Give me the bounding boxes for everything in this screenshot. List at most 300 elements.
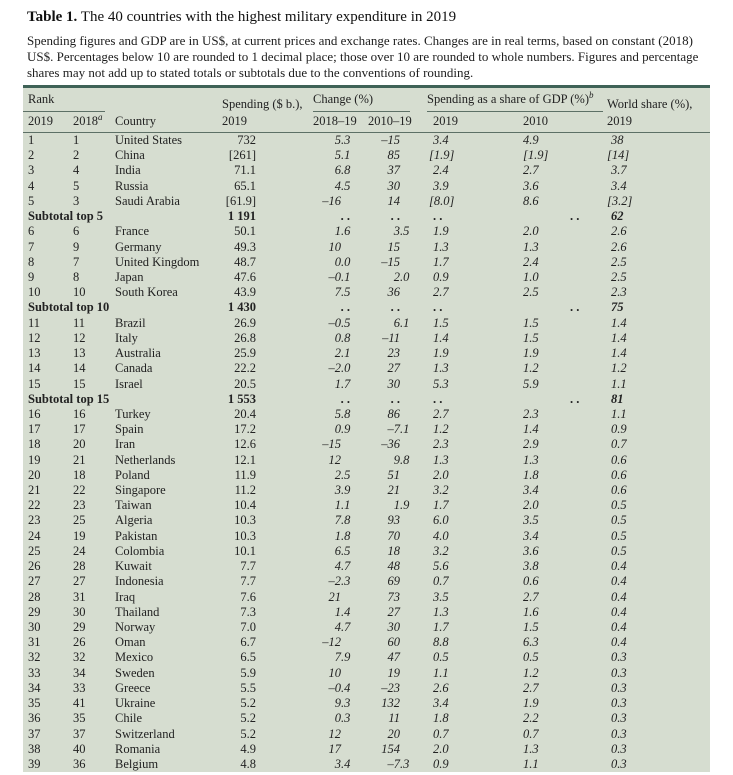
cell-rank-2018: 12 bbox=[73, 330, 86, 345]
cell-world-share: [3.2] bbox=[607, 193, 633, 208]
cell-rank-2019: 36 bbox=[28, 711, 41, 726]
cell-spending: 7.3 bbox=[240, 604, 256, 619]
cell-country: Poland bbox=[115, 467, 150, 482]
cell-rank-2018: 36 bbox=[73, 756, 86, 771]
cell-rank-2018: 17 bbox=[73, 422, 86, 437]
cell-change-2010-19: 47 bbox=[387, 650, 400, 665]
cell-spending: 4.9 bbox=[240, 741, 256, 756]
cell-spending: 65.1 bbox=[234, 178, 256, 193]
cell-change-2018-19: 4 .7 bbox=[334, 559, 351, 574]
cell-gdp-share-2010: 3.4 bbox=[523, 483, 539, 498]
subtotal-world-share: 81 bbox=[611, 391, 624, 406]
cell-change-2018-19: 2 .1 bbox=[334, 346, 351, 361]
cell-change-2010-19: –15 bbox=[381, 254, 400, 269]
cell-change-2010-19: 30 bbox=[387, 376, 400, 391]
cell-change-2018-19: 7 .9 bbox=[334, 650, 351, 665]
cell-rank-2018: 41 bbox=[73, 696, 86, 711]
table-row bbox=[23, 727, 710, 742]
cell-gdp-share-2019: 0.7 bbox=[433, 726, 449, 741]
cell-country: Belgium bbox=[115, 756, 159, 771]
cell-gdp-share-2010: 5.9 bbox=[523, 376, 539, 391]
cell-spending: 48.7 bbox=[234, 254, 256, 269]
cell-spending: 7.7 bbox=[240, 559, 256, 574]
no-data-dots: . . bbox=[390, 391, 400, 406]
cell-country: Sweden bbox=[115, 665, 155, 680]
no-data-dots: . . bbox=[340, 209, 350, 224]
cell-rank-2018: 8 bbox=[73, 269, 80, 284]
cell-change-2018-19: 0 .9 bbox=[334, 422, 351, 437]
cell-spending: 22.2 bbox=[234, 361, 256, 376]
cell-spending: 12.6 bbox=[234, 437, 256, 452]
cell-world-share: 2.6 bbox=[611, 239, 627, 254]
cell-change-2010-19: 132 bbox=[381, 696, 400, 711]
cell-change-2018-19: 0 .8 bbox=[334, 330, 351, 345]
cell-change-2010-19: –15 bbox=[381, 133, 400, 147]
cell-rank-2018: 16 bbox=[73, 406, 86, 421]
cell-world-share: 0.3 bbox=[611, 741, 627, 756]
table-row bbox=[23, 148, 710, 163]
cell-world-share: 0.3 bbox=[611, 696, 627, 711]
cell-gdp-share-2019: 8.8 bbox=[433, 635, 449, 650]
cell-spending: 7.6 bbox=[240, 589, 256, 604]
cell-rank-2019: 9 bbox=[28, 269, 35, 284]
cell-country: Romania bbox=[115, 741, 161, 756]
cell-rank-2018: 7 bbox=[73, 254, 80, 269]
cell-change-2010-19: 60 bbox=[387, 635, 400, 650]
cell-change-2010-19: 27 bbox=[387, 361, 400, 376]
header-spending-line1: Spending ($ b.), bbox=[222, 97, 303, 111]
cell-country: Indonesia bbox=[115, 574, 164, 589]
cell-rank-2019: 6 bbox=[28, 224, 35, 239]
cell-rank-2019: 22 bbox=[28, 498, 41, 513]
cell-rank-2018: 1 bbox=[73, 133, 80, 147]
cell-spending: 11.2 bbox=[234, 483, 256, 498]
cell-world-share: 0.3 bbox=[611, 650, 627, 665]
cell-spending: 10.4 bbox=[234, 498, 256, 513]
cell-rank-2018: 13 bbox=[73, 346, 86, 361]
cell-gdp-share-2010: 2.3 bbox=[523, 406, 539, 421]
no-data-dots: . . bbox=[340, 391, 350, 406]
cell-gdp-share-2010: 3.6 bbox=[523, 178, 539, 193]
cell-gdp-share-2019: 0.9 bbox=[433, 269, 449, 284]
cell-rank-2019: 32 bbox=[28, 650, 41, 665]
cell-spending: 50.1 bbox=[234, 224, 256, 239]
cell-change-2018-19: 3 .4 bbox=[334, 756, 351, 771]
cell-country: Algeria bbox=[115, 513, 153, 528]
cell-change-2018-19: 1 .6 bbox=[334, 224, 351, 239]
cell-world-share: 0.6 bbox=[611, 483, 627, 498]
cell-change-2010-19: –23 bbox=[381, 680, 400, 695]
cell-country: Spain bbox=[115, 422, 144, 437]
cell-gdp-share-2019: 3.9 bbox=[433, 178, 449, 193]
table-row bbox=[23, 483, 710, 498]
cell-gdp-share-2019: 1.9 bbox=[433, 346, 449, 361]
cell-change-2018-19: 5 .1 bbox=[334, 148, 351, 163]
cell-world-share: 0.4 bbox=[611, 559, 627, 574]
cell-change-2010-19: –11 bbox=[382, 330, 400, 345]
cell-rank-2019: 21 bbox=[28, 483, 41, 498]
cell-rank-2019: 34 bbox=[28, 680, 41, 695]
cell-gdp-share-2019: 5.3 bbox=[433, 376, 449, 391]
table-row bbox=[23, 650, 710, 665]
table-row bbox=[23, 331, 710, 346]
header-gdp-2019: 2019 bbox=[433, 114, 458, 128]
cell-gdp-share-2019: 1.2 bbox=[433, 422, 449, 437]
cell-change-2018-19: 7 .8 bbox=[334, 513, 351, 528]
cell-spending: 5.5 bbox=[240, 680, 256, 695]
cell-rank-2018: 14 bbox=[73, 361, 86, 376]
cell-rank-2018: 6 bbox=[73, 224, 80, 239]
cell-world-share: [14] bbox=[607, 148, 630, 163]
cell-rank-2018: 11 bbox=[73, 315, 86, 330]
cell-gdp-share-2019: 2.6 bbox=[433, 680, 449, 695]
cell-world-share: 2.6 bbox=[611, 224, 627, 239]
cell-change-2018-19: 6 .8 bbox=[334, 163, 351, 178]
cell-country: Australia bbox=[115, 346, 161, 361]
cell-change-2018-19: –2 .0 bbox=[328, 361, 351, 376]
cell-world-share: 0.4 bbox=[611, 589, 627, 604]
cell-spending: 6.5 bbox=[240, 650, 256, 665]
table-row bbox=[23, 590, 710, 605]
cell-gdp-share-2019: 2.0 bbox=[433, 467, 449, 482]
cell-rank-2018: 19 bbox=[73, 528, 86, 543]
cell-change-2010-19: –7 .1 bbox=[387, 422, 410, 437]
footnote-b-marker: b bbox=[589, 89, 594, 100]
cell-country: Chile bbox=[115, 711, 143, 726]
cell-spending: 26.8 bbox=[234, 330, 256, 345]
cell-gdp-share-2019: 1.3 bbox=[433, 604, 449, 619]
cell-change-2010-19: 27 bbox=[387, 604, 400, 619]
cell-change-2018-19: 12 bbox=[328, 452, 341, 467]
cell-gdp-share-2010: 1.3 bbox=[523, 452, 539, 467]
cell-change-2010-19: 48 bbox=[387, 559, 400, 574]
cell-change-2018-19: –0 .4 bbox=[328, 680, 351, 695]
table-row bbox=[23, 635, 710, 650]
cell-gdp-share-2010: 1.6 bbox=[523, 604, 539, 619]
cell-gdp-share-2010: 2.0 bbox=[523, 224, 539, 239]
cell-country: Brazil bbox=[115, 315, 146, 330]
cell-gdp-share-2019: 1.7 bbox=[433, 254, 449, 269]
cell-gdp-share-2019: 1.3 bbox=[433, 361, 449, 376]
cell-rank-2018: 18 bbox=[73, 467, 86, 482]
table-row bbox=[23, 498, 710, 513]
cell-rank-2019: 8 bbox=[28, 254, 35, 269]
cell-rank-2018: 34 bbox=[73, 665, 86, 680]
cell-country: Iraq bbox=[115, 589, 136, 604]
cell-gdp-share-2019: 2.7 bbox=[433, 406, 449, 421]
subtotal-spending: 1 553 bbox=[227, 391, 256, 406]
table-row bbox=[23, 544, 710, 559]
cell-country: Thailand bbox=[115, 604, 160, 619]
cell-change-2010-19: 2 .0 bbox=[393, 269, 410, 284]
table-row bbox=[23, 270, 710, 285]
cell-rank-2019: 38 bbox=[28, 741, 41, 756]
no-data-dots: . . bbox=[433, 300, 443, 315]
cell-rank-2019: 29 bbox=[28, 604, 41, 619]
cell-spending: 7.0 bbox=[240, 620, 256, 634]
cell-rank-2018: 10 bbox=[73, 285, 86, 300]
cell-gdp-share-2019: 0.9 bbox=[433, 756, 449, 771]
subtotal-spending: 1 191 bbox=[227, 209, 256, 224]
cell-change-2018-19: 0 .3 bbox=[334, 711, 351, 726]
cell-rank-2019: 4 bbox=[28, 178, 35, 193]
no-data-dots: . . bbox=[390, 300, 400, 315]
cell-gdp-share-2010: 2.9 bbox=[523, 437, 539, 452]
cell-change-2018-19: 12 bbox=[328, 726, 341, 741]
cell-rank-2019: 23 bbox=[28, 513, 41, 528]
table-title-text: The 40 countries with the highest military expenditure in 2019 bbox=[80, 9, 457, 25]
cell-world-share: 1.4 bbox=[611, 315, 627, 330]
cell-gdp-share-2019: 1.4 bbox=[433, 330, 449, 345]
cell-change-2010-19: 9 .8 bbox=[393, 452, 410, 467]
cell-spending: 5.2 bbox=[240, 696, 256, 711]
cell-spending: 71.1 bbox=[234, 163, 256, 178]
cell-gdp-share-2019: 1.3 bbox=[433, 239, 449, 254]
cell-change-2010-19: 93 bbox=[387, 513, 400, 528]
cell-spending: 11.9 bbox=[234, 467, 256, 482]
table-row bbox=[23, 468, 710, 483]
header-rank-2018: 2018$^a$ bbox=[73, 111, 103, 128]
cell-country: Iran bbox=[115, 437, 136, 452]
no-data-dots: . . bbox=[570, 391, 580, 406]
header-gdp-group: Spending as a share of GDP (%)$^b$ bbox=[427, 89, 594, 106]
cell-gdp-share-2010: 0.7 bbox=[523, 726, 539, 741]
subtotal-spending: 1 430 bbox=[227, 300, 256, 315]
cell-change-2018-19: –0 .1 bbox=[328, 269, 351, 284]
cell-rank-2019: 3 bbox=[28, 163, 35, 178]
cell-change-2010-19: 11 bbox=[388, 711, 400, 726]
header-change-2018-19: 2018–19 bbox=[313, 114, 357, 128]
cell-gdp-share-2019: 1.1 bbox=[433, 665, 449, 680]
cell-change-2018-19: –2 .3 bbox=[328, 574, 351, 589]
subtotal-world-share: 62 bbox=[611, 209, 624, 224]
cell-country: Israel bbox=[115, 376, 143, 391]
table-row bbox=[23, 285, 710, 300]
cell-spending: 10.3 bbox=[234, 513, 256, 528]
table-title-label: Table 1. bbox=[27, 9, 78, 25]
cell-rank-2019: 25 bbox=[28, 543, 41, 558]
cell-gdp-share-2010: 8.6 bbox=[523, 193, 539, 208]
cell-gdp-share-2010: 0.5 bbox=[523, 650, 539, 665]
cell-world-share: 38 bbox=[611, 133, 624, 147]
table-row bbox=[23, 529, 710, 544]
no-data-dots: . . bbox=[433, 391, 443, 406]
cell-country: Canada bbox=[115, 361, 153, 376]
cell-country: United States bbox=[115, 133, 183, 147]
cell-gdp-share-2019: 4.0 bbox=[433, 528, 449, 543]
cell-change-2010-19: 73 bbox=[387, 589, 400, 604]
cell-spending: 5.9 bbox=[240, 665, 256, 680]
table-title bbox=[27, 9, 456, 26]
table-row bbox=[23, 696, 710, 711]
cell-rank-2018: 28 bbox=[73, 559, 86, 574]
table-row bbox=[23, 757, 710, 772]
cell-change-2010-19: –7 .3 bbox=[387, 756, 410, 771]
table-notes: Spending figures and GDP are in US$, at current prices and exchange rates. Changes are in real terms, based on constant (2018) US$. Percentages below 10 are rounded to 1 decimal place; those over 10 are rounded to whole numbers. Figures and percentage shares may not add up to stated totals or subtotals due to the conventions of rounding. bbox=[27, 33, 699, 80]
cell-gdp-share-2010: 2.0 bbox=[523, 498, 539, 513]
no-data-dots: . . bbox=[570, 300, 580, 315]
cell-spending: 17.2 bbox=[234, 422, 256, 437]
cell-rank-2019: 14 bbox=[28, 361, 41, 376]
table-body bbox=[23, 133, 710, 772]
table-row bbox=[23, 255, 710, 270]
cell-rank-2019: 10 bbox=[28, 285, 41, 300]
cell-country: Mexico bbox=[115, 650, 154, 665]
cell-gdp-share-2019: 1.7 bbox=[433, 620, 449, 634]
header-change-2010-19: 2010–19 bbox=[368, 114, 412, 128]
no-data-dots: . . bbox=[340, 300, 350, 315]
cell-change-2018-19: 6 .5 bbox=[334, 543, 351, 558]
cell-world-share: 0.4 bbox=[611, 574, 627, 589]
rank-group-underline bbox=[23, 111, 105, 112]
cell-change-2018-19: 4 .5 bbox=[334, 178, 351, 193]
cell-change-2010-19: 36 bbox=[387, 285, 400, 300]
cell-world-share: 2.5 bbox=[611, 269, 627, 284]
cell-gdp-share-2010: 1.2 bbox=[523, 361, 539, 376]
cell-gdp-share-2010: 2.7 bbox=[523, 163, 539, 178]
cell-change-2010-19: 86 bbox=[387, 406, 400, 421]
cell-gdp-share-2010: 1.1 bbox=[523, 756, 539, 771]
cell-gdp-share-2010: 0.6 bbox=[523, 574, 539, 589]
cell-rank-2019: 5 bbox=[28, 193, 35, 208]
cell-spending: 49.3 bbox=[234, 239, 256, 254]
cell-rank-2018: 33 bbox=[73, 680, 86, 695]
cell-change-2018-19: 5 .8 bbox=[334, 406, 351, 421]
cell-world-share: 0.3 bbox=[611, 756, 627, 771]
cell-rank-2019: 15 bbox=[28, 376, 41, 391]
cell-change-2018-19: 0 .0 bbox=[334, 254, 351, 269]
cell-country: Pakistan bbox=[115, 528, 158, 543]
header-gdp-2010: 2010 bbox=[523, 114, 548, 128]
cell-rank-2019: 11 bbox=[28, 315, 41, 330]
table-row bbox=[23, 346, 710, 361]
cell-rank-2019: 28 bbox=[28, 589, 41, 604]
cell-rank-2019: 35 bbox=[28, 696, 41, 711]
cell-world-share: 0.5 bbox=[611, 498, 627, 513]
cell-change-2018-19: 1 .1 bbox=[334, 498, 351, 513]
cell-change-2010-19: 20 bbox=[387, 726, 400, 741]
cell-change-2010-19: 51 bbox=[387, 467, 400, 482]
cell-change-2018-19: –15 bbox=[322, 437, 341, 452]
cell-change-2010-19: 18 bbox=[387, 543, 400, 558]
cell-world-share: 0.6 bbox=[611, 467, 627, 482]
table-row bbox=[23, 361, 710, 376]
table-row bbox=[23, 513, 710, 528]
cell-gdp-share-2019: 1.5 bbox=[433, 315, 449, 330]
cell-change-2010-19: 70 bbox=[387, 528, 400, 543]
cell-spending: 47.6 bbox=[234, 269, 256, 284]
cell-spending: 5.2 bbox=[240, 711, 256, 726]
table-row bbox=[23, 179, 710, 194]
subtotal-row bbox=[23, 392, 710, 407]
cell-gdp-share-2010: 3.6 bbox=[523, 543, 539, 558]
cell-gdp-share-2019: 1.3 bbox=[433, 452, 449, 467]
cell-world-share: 0.4 bbox=[611, 620, 627, 634]
cell-rank-2018: 27 bbox=[73, 574, 86, 589]
cell-gdp-share-2010: 2.2 bbox=[523, 711, 539, 726]
cell-change-2018-19: 1 .7 bbox=[334, 376, 351, 391]
cell-country: Oman bbox=[115, 635, 146, 650]
cell-rank-2018: 40 bbox=[73, 741, 86, 756]
cell-change-2018-19: 2 .5 bbox=[334, 467, 351, 482]
cell-rank-2018: 15 bbox=[73, 376, 86, 391]
cell-change-2018-19: 10 bbox=[328, 665, 341, 680]
cell-spending: 12.1 bbox=[234, 452, 256, 467]
military-expenditure-table bbox=[23, 85, 710, 772]
cell-change-2018-19: –12 bbox=[322, 635, 341, 650]
cell-gdp-share-2010: 2.5 bbox=[523, 285, 539, 300]
cell-gdp-share-2010: 1.2 bbox=[523, 665, 539, 680]
cell-world-share: 1.1 bbox=[611, 376, 627, 391]
cell-gdp-share-2019: 3.2 bbox=[433, 483, 449, 498]
cell-world-share: 3.4 bbox=[611, 178, 627, 193]
cell-world-share: 0.3 bbox=[611, 711, 627, 726]
cell-rank-2018: 2 bbox=[73, 148, 80, 163]
table-row bbox=[23, 666, 710, 681]
cell-rank-2019: 27 bbox=[28, 574, 41, 589]
table-row bbox=[23, 407, 710, 422]
cell-country: Germany bbox=[115, 239, 162, 254]
table-row bbox=[23, 224, 710, 239]
cell-country: Japan bbox=[115, 269, 144, 284]
cell-country: Kuwait bbox=[115, 559, 152, 574]
cell-world-share: 0.6 bbox=[611, 452, 627, 467]
cell-rank-2019: 18 bbox=[28, 437, 41, 452]
cell-rank-2018: 37 bbox=[73, 726, 86, 741]
cell-change-2010-19: 30 bbox=[387, 178, 400, 193]
cell-change-2018-19: –16 bbox=[322, 193, 341, 208]
cell-change-2018-19: 3 .9 bbox=[334, 483, 351, 498]
table-row bbox=[23, 620, 710, 635]
cell-gdp-share-2010: 1.5 bbox=[523, 620, 539, 634]
cell-spending: 20.4 bbox=[234, 406, 256, 421]
cell-change-2018-19: –0 .5 bbox=[328, 315, 351, 330]
cell-gdp-share-2010: 1.3 bbox=[523, 239, 539, 254]
cell-rank-2018: 24 bbox=[73, 543, 86, 558]
cell-gdp-share-2019: 2.4 bbox=[433, 163, 449, 178]
cell-gdp-share-2019: 1.7 bbox=[433, 498, 449, 513]
cell-country: Russia bbox=[115, 178, 149, 193]
cell-rank-2018: 21 bbox=[73, 452, 86, 467]
cell-change-2010-19: 69 bbox=[387, 574, 400, 589]
subtotal-world-share: 75 bbox=[611, 300, 624, 315]
cell-gdp-share-2019: 1.8 bbox=[433, 711, 449, 726]
cell-change-2018-19: 21 bbox=[328, 589, 341, 604]
table-row bbox=[23, 422, 710, 437]
gdp-group-underline bbox=[427, 111, 603, 112]
cell-change-2018-19: 9 .3 bbox=[334, 696, 351, 711]
cell-world-share: 0.5 bbox=[611, 513, 627, 528]
cell-gdp-share-2019: [8.0] bbox=[429, 193, 455, 208]
cell-change-2010-19: 37 bbox=[387, 163, 400, 178]
table-row bbox=[23, 316, 710, 331]
cell-rank-2018: 22 bbox=[73, 483, 86, 498]
cell-gdp-share-2019: 2.7 bbox=[433, 285, 449, 300]
cell-gdp-share-2010: 2.7 bbox=[523, 680, 539, 695]
table-row bbox=[23, 711, 710, 726]
header-spending-line2: 2019 bbox=[222, 114, 247, 128]
cell-spending: 4.8 bbox=[240, 756, 256, 771]
cell-change-2010-19: 154 bbox=[381, 741, 400, 756]
cell-gdp-share-2010: 1.0 bbox=[523, 269, 539, 284]
header-country: Country bbox=[115, 114, 156, 128]
cell-rank-2019: 16 bbox=[28, 406, 41, 421]
cell-rank-2019: 12 bbox=[28, 330, 41, 345]
cell-rank-2019: 33 bbox=[28, 665, 41, 680]
cell-gdp-share-2019: 1.9 bbox=[433, 224, 449, 239]
cell-gdp-share-2019: 0.7 bbox=[433, 574, 449, 589]
cell-country: Colombia bbox=[115, 543, 165, 558]
